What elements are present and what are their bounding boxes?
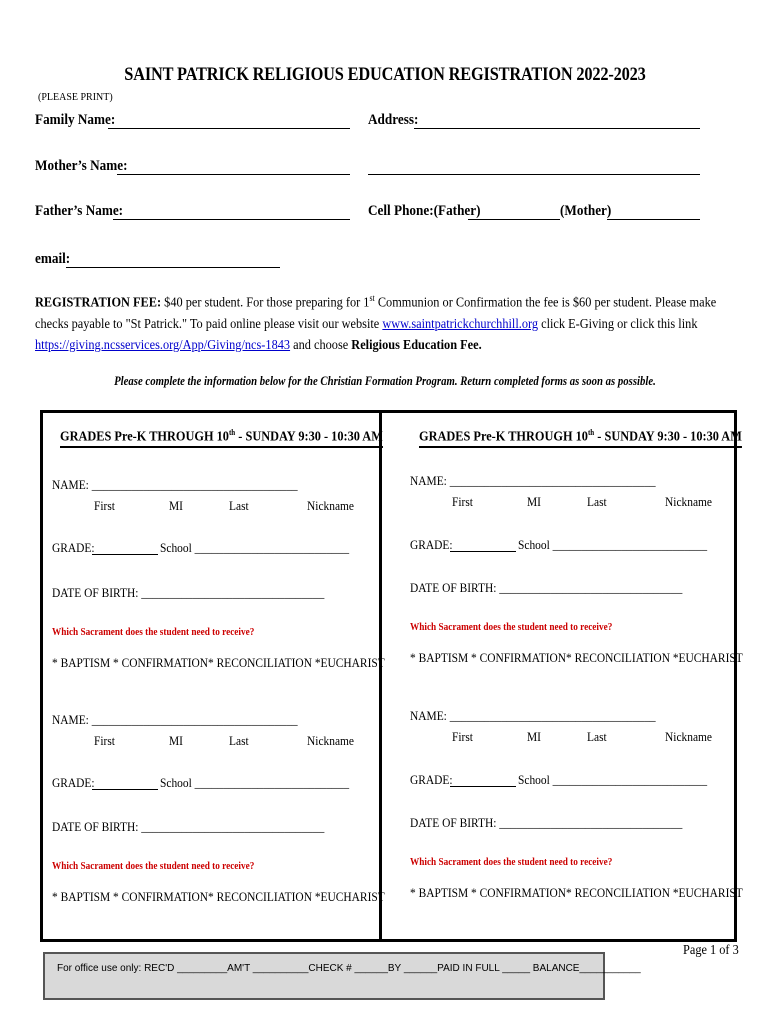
left-student1-mi-label: MI — [169, 498, 183, 513]
right-student1-grade-field[interactable] — [450, 535, 516, 552]
fee-text-4: and choose — [290, 337, 352, 353]
right-grades-header — [419, 428, 742, 448]
left-student1-last-label: Last — [229, 498, 249, 513]
address-field[interactable] — [414, 112, 700, 129]
left-student1-sacrament-question: Which Sacrament does the student need to receive? — [52, 627, 255, 638]
email-label: email: — [35, 251, 71, 267]
left-student2-first-label: First — [94, 733, 115, 748]
left-student2-sacrament-question: Which Sacrament does the student need to receive? — [52, 861, 255, 872]
left-student1-school-field[interactable]: School ___________________________ — [160, 540, 350, 555]
cell-phone-father-label: Cell Phone:(Father) — [368, 203, 481, 219]
family-name-field[interactable] — [108, 112, 350, 129]
right-student2-name-field[interactable]: NAME: ____________________________________ — [410, 708, 656, 723]
left-student1-sacrament-options[interactable]: * BAPTISM * CONFIRMATION* RECONCILIATION *EUCHARIST — [52, 655, 385, 670]
left-student2-nickname-label: Nickname — [307, 733, 355, 748]
left-student1-first-label: First — [94, 498, 115, 513]
left-header-sup: th — [228, 428, 236, 437]
fee-text-1: $40 per student. For those preparing for 1 — [161, 295, 370, 311]
cell-phone-father-field[interactable] — [468, 203, 560, 220]
right-student1-sacrament-question: Which Sacrament does the student need to receive? — [410, 622, 613, 633]
left-student2-grade-field[interactable] — [92, 773, 158, 790]
left-student2-name-field[interactable]: NAME: ____________________________________ — [52, 712, 298, 727]
mothers-name-field[interactable] — [117, 158, 350, 175]
right-student2-dob-field[interactable]: DATE OF BIRTH: ________________________________ — [410, 815, 683, 830]
registration-fee-paragraph — [35, 288, 739, 356]
left-student2-dob-field[interactable]: DATE OF BIRTH: ________________________________ — [52, 819, 325, 834]
right-student1-grade-label: GRADE: — [410, 537, 453, 552]
left-student2-last-label: Last — [229, 733, 249, 748]
instruction-text-span: Please complete the information below for the Christian Formation Program. Return completed forms as soon as possible. — [114, 374, 656, 388]
right-student1-school-field[interactable]: School ___________________________ — [518, 537, 708, 552]
right-student1-dob-field[interactable]: DATE OF BIRTH: ________________________________ — [410, 580, 683, 595]
right-header-sup: th — [587, 428, 595, 437]
address-label: Address: — [368, 112, 419, 128]
left-student1-grade-field[interactable] — [92, 538, 158, 555]
fee-text-2: Communion or Confirmation the fee is $60 per student. Please make checks payable to "St Patrick." To paid online please visit our website — [35, 295, 717, 332]
left-student2-sacrament-options[interactable]: * BAPTISM * CONFIRMATION* RECONCILIATION *EUCHARIST — [52, 889, 385, 904]
left-student1-nickname-label: Nickname — [307, 498, 355, 513]
office-use-box — [43, 952, 641, 1000]
right-student2-nickname-label: Nickname — [665, 729, 713, 744]
page-title: SAINT PATRICK RELIGIOUS EDUCATION REGISTRATION 2022-2023 — [124, 64, 646, 85]
mother-phone-label: (Mother) — [560, 203, 612, 219]
fathers-name-field[interactable] — [113, 203, 350, 220]
right-student2-first-label: First — [452, 729, 473, 744]
page-number: Page 1 of 3 — [683, 943, 739, 958]
right-student1-last-label: Last — [587, 494, 607, 509]
right-student1-mi-label: MI — [527, 494, 541, 509]
right-student2-school-field[interactable]: School ___________________________ — [518, 772, 708, 787]
right-student2-last-label: Last — [587, 729, 607, 744]
family-name-label: Family Name: — [35, 112, 116, 128]
right-student1-name-field[interactable]: NAME: ____________________________________ — [410, 473, 656, 488]
giving-link[interactable]: https://giving.ncsservices.org/App/Giving/ncs-1843 — [35, 337, 291, 353]
right-student2-sacrament-options[interactable]: * BAPTISM * CONFIRMATION* RECONCILIATION *EUCHARIST — [410, 885, 743, 900]
right-student1-first-label: First — [452, 494, 473, 509]
registration-fee-label: REGISTRATION FEE: — [35, 295, 162, 311]
right-student2-sacrament-question: Which Sacrament does the student need to receive? — [410, 857, 613, 868]
office-use-text: For office use only: REC'D _________AM'T __________CHECK # ______BY ______PAID IN FULL _____ BALANCE___________ — [57, 963, 641, 974]
left-grades-header — [60, 428, 383, 448]
right-student1-sacrament-options[interactable]: * BAPTISM * CONFIRMATION* RECONCILIATION *EUCHARIST — [410, 650, 743, 665]
right-student1-nickname-label: Nickname — [665, 494, 713, 509]
email-field[interactable] — [66, 251, 280, 268]
left-student2-mi-label: MI — [169, 733, 183, 748]
fathers-name-label: Father’s Name: — [35, 203, 124, 219]
right-student2-mi-label: MI — [527, 729, 541, 744]
left-student2-grade-label: GRADE: — [52, 775, 95, 790]
left-student2-school-field[interactable]: School ___________________________ — [160, 775, 350, 790]
website-link[interactable]: www.saintpatrickchurchhill.org — [382, 316, 539, 332]
fee-sup: st — [369, 293, 375, 303]
left-student1-name-field[interactable]: NAME: ____________________________________ — [52, 477, 298, 492]
please-print-note: (PLEASE PRINT) — [38, 92, 113, 103]
left-student1-grade-label: GRADE: — [52, 540, 95, 555]
right-header-b: - SUNDAY 9:30 - 10:30 AM — [594, 429, 742, 445]
left-header-b: - SUNDAY 9:30 - 10:30 AM — [235, 429, 383, 445]
right-student2-grade-label: GRADE: — [410, 772, 453, 787]
cell-phone-mother-field[interactable] — [607, 203, 700, 220]
right-header-a: GRADES Pre-K THROUGH 10 — [419, 429, 588, 445]
right-student2-grade-field[interactable] — [450, 770, 516, 787]
address-line-2-field[interactable] — [368, 158, 700, 175]
instruction-text — [0, 374, 770, 389]
box-divider — [379, 410, 382, 942]
mothers-name-label: Mother’s Name: — [35, 158, 128, 174]
religious-education-fee-text: Religious Education Fee. — [351, 337, 482, 353]
fee-text-3: click E-Giving or click this link — [538, 316, 698, 332]
left-header-a: GRADES Pre-K THROUGH 10 — [60, 429, 229, 445]
left-student1-dob-field[interactable]: DATE OF BIRTH: ________________________________ — [52, 585, 325, 600]
